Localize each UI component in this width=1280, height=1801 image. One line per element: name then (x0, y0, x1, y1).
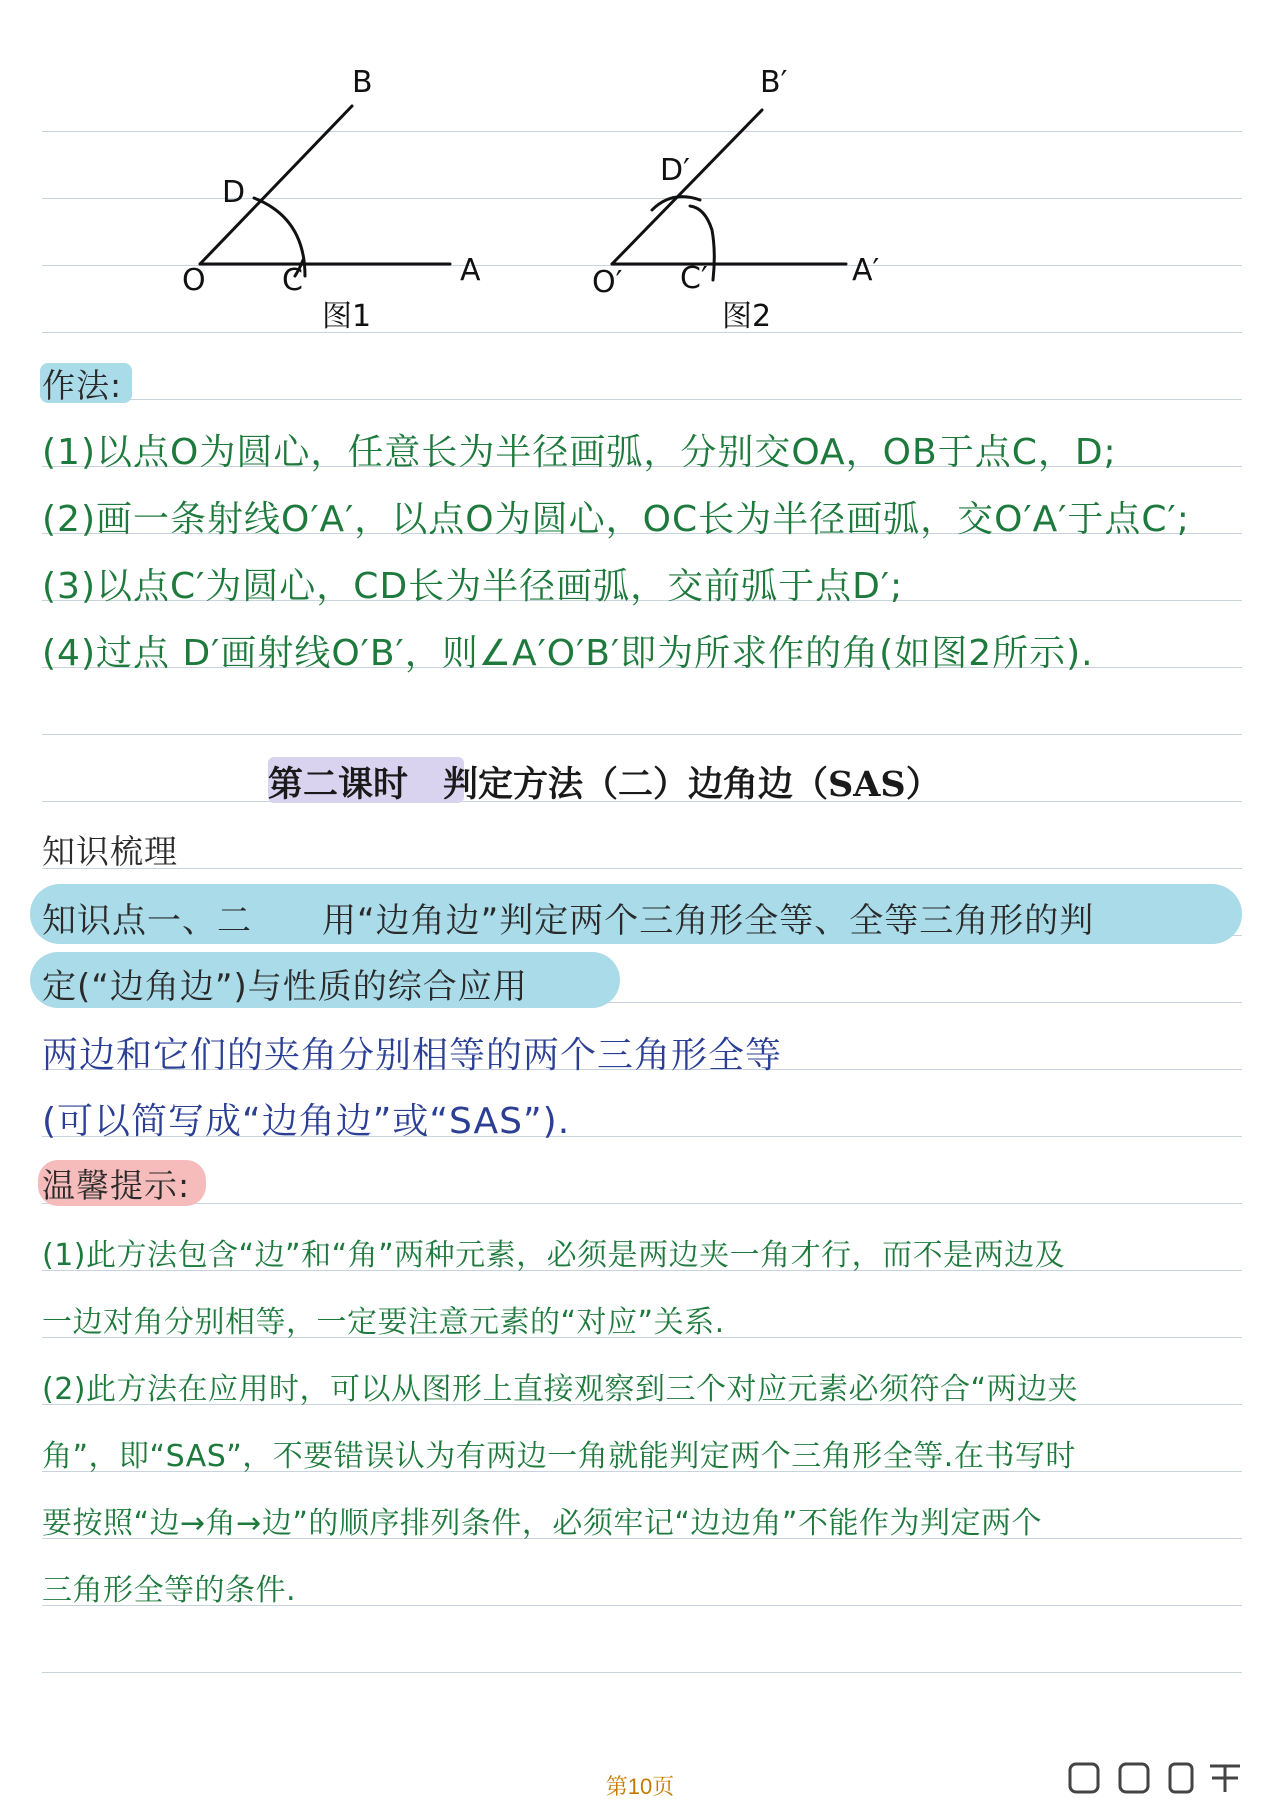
watermark-logo-icon (1040, 1760, 1250, 1796)
rule-line (42, 399, 1242, 400)
knowledge-point-line-1: 知识点一、二 用“边角边”判定两个三角形全等、全等三角形的判 (42, 901, 1095, 941)
tip-line-1: (1)此方法包含“边”和“角”两种元素，必须是两边夹一角才行，而不是两边及 (42, 1238, 1066, 1273)
figure-2 (612, 110, 846, 280)
label-c: C (282, 263, 303, 298)
label-d-prime: D′ (660, 153, 690, 188)
method-step-1: (1)以点O为圆心，任意长为半径画弧，分别交OA，OB于点C，D; (42, 432, 1117, 473)
label-a-prime: A′ (852, 253, 880, 288)
label-d: D (222, 175, 246, 210)
tip-line-5: 要按照“边→角→边”的顺序排列条件，必须牢记“边边角”不能作为判定两个 (42, 1506, 1042, 1541)
sas-rule-line-1: 两边和它们的夹角分别相等的两个三角形全等 (42, 1035, 783, 1076)
method-step-3: (3)以点C′为圆心，CD长为半径画弧，交前弧于点D′; (42, 566, 904, 607)
rule-line (42, 1203, 1242, 1204)
tip-line-6: 三角形全等的条件. (42, 1573, 297, 1608)
tip-line-2: 一边对角分别相等，一定要注意元素的“对应”关系. (42, 1305, 725, 1340)
method-step-2: (2)画一条射线O′A′，以点O为圆心，OC长为半径画弧，交O′A′于点C′; (42, 499, 1190, 540)
rule-line (42, 1672, 1242, 1673)
tips-heading: 温馨提示: (42, 1166, 191, 1205)
angle-construction-figures (0, 40, 1280, 340)
rule-line (42, 868, 1242, 869)
label-o: O (182, 263, 206, 298)
label-b-prime: B′ (760, 65, 788, 100)
label-o-prime: O′ (592, 265, 623, 300)
knowledge-point-line-2: 定(“边角边”)与性质的综合应用 (42, 967, 528, 1007)
tip-line-4: 角”，即“SAS”，不要错误认为有两边一角就能判定两个三角形全等.在书写时 (42, 1439, 1076, 1474)
label-a: A (460, 253, 481, 288)
figure-2-caption: 图2 (722, 299, 772, 334)
method-heading: 作法: (42, 366, 123, 405)
sas-rule-line-2: (可以简写成“边角边”或“SAS”). (42, 1101, 571, 1142)
tip-line-3: (2)此方法在应用时，可以从图形上直接观察到三个对应元素必须符合“两边夹 (42, 1372, 1079, 1407)
rule-line (42, 734, 1242, 735)
method-step-4: (4)过点 D′画射线O′B′，则∠A′O′B′即为所求作的角(如图2所示). (42, 633, 1094, 674)
page-number: 第10页 (605, 1774, 675, 1799)
lesson-title: 第二课时 判定方法（二）边角边（SAS） (268, 764, 941, 805)
figure-1-caption: 图1 (322, 299, 372, 334)
label-b: B (352, 65, 373, 100)
label-c-prime: C′ (680, 261, 708, 296)
section-label: 知识梳理 (42, 832, 178, 871)
